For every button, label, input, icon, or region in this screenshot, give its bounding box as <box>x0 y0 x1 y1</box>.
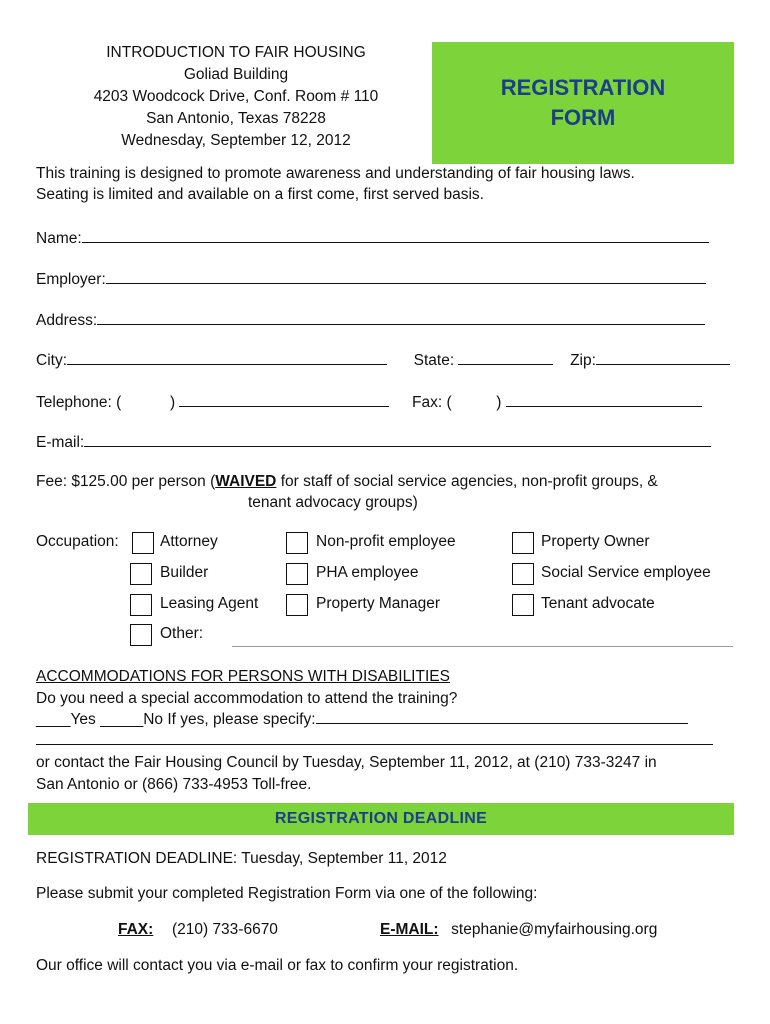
employer-field[interactable] <box>36 269 706 289</box>
city-line[interactable] <box>67 350 387 365</box>
fee-suffix: for staff of social service agencies, non-profit groups, & <box>276 473 658 490</box>
email-line[interactable] <box>84 432 711 447</box>
confirmation-note: Our office will contact you via e-mail or fax to confirm your registration. <box>36 957 519 974</box>
fee-line <box>36 473 658 491</box>
accommodations-answer-row <box>36 709 736 731</box>
intro-line-2: Seating is limited and available on a first come, first served basis. <box>36 186 484 203</box>
event-city: San Antonio, Texas 78228 <box>146 110 326 127</box>
telephone-close-paren: ) <box>169 394 176 411</box>
fax-line[interactable] <box>506 392 702 407</box>
other-checkbox[interactable] <box>130 624 152 646</box>
event-building: Goliad Building <box>183 66 289 83</box>
banner-line-2: FORM <box>550 105 616 130</box>
employer-line[interactable] <box>106 269 706 284</box>
state-label: State: <box>413 352 455 369</box>
event-address: 4203 Woodcock Drive, Conf. Room # 110 <box>93 88 379 105</box>
address-line[interactable] <box>97 310 705 325</box>
event-header <box>36 42 436 152</box>
attorney-label: Attorney <box>160 533 218 550</box>
banner-line-1: REGISTRATION <box>500 75 666 100</box>
email-field[interactable] <box>36 432 711 452</box>
email-contact <box>380 921 657 939</box>
zip-line[interactable] <box>596 350 730 365</box>
other-label: Other: <box>160 625 204 642</box>
accommodations-heading: ACCOMMODATIONS FOR PERSONS WITH DISABILITIES <box>36 668 450 685</box>
occupation-label: Occupation: <box>36 533 119 550</box>
fax-contact-label: FAX: <box>118 921 154 938</box>
fax-label: Fax: ( <box>412 394 452 411</box>
zip-label: Zip: <box>570 352 596 369</box>
social-service-label: Social Service employee <box>541 564 711 581</box>
address-label: Address: <box>36 312 98 329</box>
contact-line-1: or contact the Fair Housing Council by Tuesday, September 11, 2012, at (210) 733-3247 in <box>36 754 657 771</box>
submit-instructions: Please submit your completed Registration Form via one of the following: <box>36 885 538 902</box>
city-state-zip-row <box>36 350 730 370</box>
accommodations-section <box>36 666 736 795</box>
fax-contact <box>118 921 278 939</box>
email-contact-label: E-MAIL: <box>380 921 439 938</box>
specify-line[interactable] <box>316 709 688 724</box>
attorney-checkbox[interactable] <box>132 532 154 554</box>
city-label: City: <box>36 352 67 369</box>
fee-line-2: tenant advocacy groups) <box>248 494 418 511</box>
property-owner-label: Property Owner <box>541 533 650 550</box>
leasing-agent-checkbox[interactable] <box>130 594 152 616</box>
deadline-banner: REGISTRATION DEADLINE <box>28 803 734 835</box>
accommodations-question: Do you need a special accommodation to attend the training? <box>36 689 458 707</box>
intro-text <box>36 163 736 205</box>
pha-label: PHA employee <box>316 564 419 581</box>
specify-line-2[interactable] <box>36 744 713 745</box>
builder-checkbox[interactable] <box>130 563 152 585</box>
property-manager-label: Property Manager <box>316 595 441 612</box>
property-manager-checkbox[interactable] <box>286 594 308 616</box>
fax-close-paren: ) <box>496 394 502 411</box>
other-line[interactable] <box>232 646 733 647</box>
fee-prefix: Fee: $125.00 per person ( <box>36 473 216 490</box>
builder-label: Builder <box>160 564 209 581</box>
deadline-text: REGISTRATION DEADLINE: Tuesday, September 11, 2012 <box>36 850 447 867</box>
name-field[interactable] <box>36 228 709 248</box>
yes-blank[interactable]: ____ <box>36 711 71 728</box>
email-label: E-mail: <box>36 434 85 451</box>
intro-line-1: This training is designed to promote awareness and understanding of fair housing laws. <box>36 165 635 182</box>
employer-label: Employer: <box>36 271 106 288</box>
fee-waived: WAIVED <box>215 473 277 490</box>
telephone-label: Telephone: ( <box>36 394 122 411</box>
property-owner-checkbox[interactable] <box>512 532 534 554</box>
event-date: Wednesday, September 12, 2012 <box>121 132 351 149</box>
contact-line-2: San Antonio or (866) 733-4953 Toll-free. <box>36 775 312 793</box>
nonprofit-checkbox[interactable] <box>286 532 308 554</box>
address-field[interactable] <box>36 310 705 330</box>
name-line[interactable] <box>82 228 709 243</box>
tenant-advocate-checkbox[interactable] <box>512 594 534 616</box>
no-blank[interactable]: _____ <box>95 711 144 728</box>
fax-contact-number: (210) 733-6670 <box>171 921 278 938</box>
name-label: Name: <box>36 230 82 247</box>
nonprofit-label: Non-profit employee <box>316 533 456 550</box>
phone-fax-row <box>36 392 702 412</box>
yes-label: Yes <box>70 711 96 728</box>
no-specify-label: No If yes, please specify: <box>143 711 316 728</box>
event-title: INTRODUCTION TO FAIR HOUSING <box>106 44 366 61</box>
email-contact-address[interactable]: stephanie@myfairhousing.org <box>451 921 658 938</box>
telephone-line[interactable] <box>179 392 389 407</box>
leasing-agent-label: Leasing Agent <box>160 595 259 612</box>
registration-form-banner <box>432 42 734 164</box>
state-line[interactable] <box>458 350 553 365</box>
tenant-advocate-label: Tenant advocate <box>541 595 655 612</box>
specify-line-2-row <box>36 731 736 753</box>
social-service-checkbox[interactable] <box>512 563 534 585</box>
pha-checkbox[interactable] <box>286 563 308 585</box>
